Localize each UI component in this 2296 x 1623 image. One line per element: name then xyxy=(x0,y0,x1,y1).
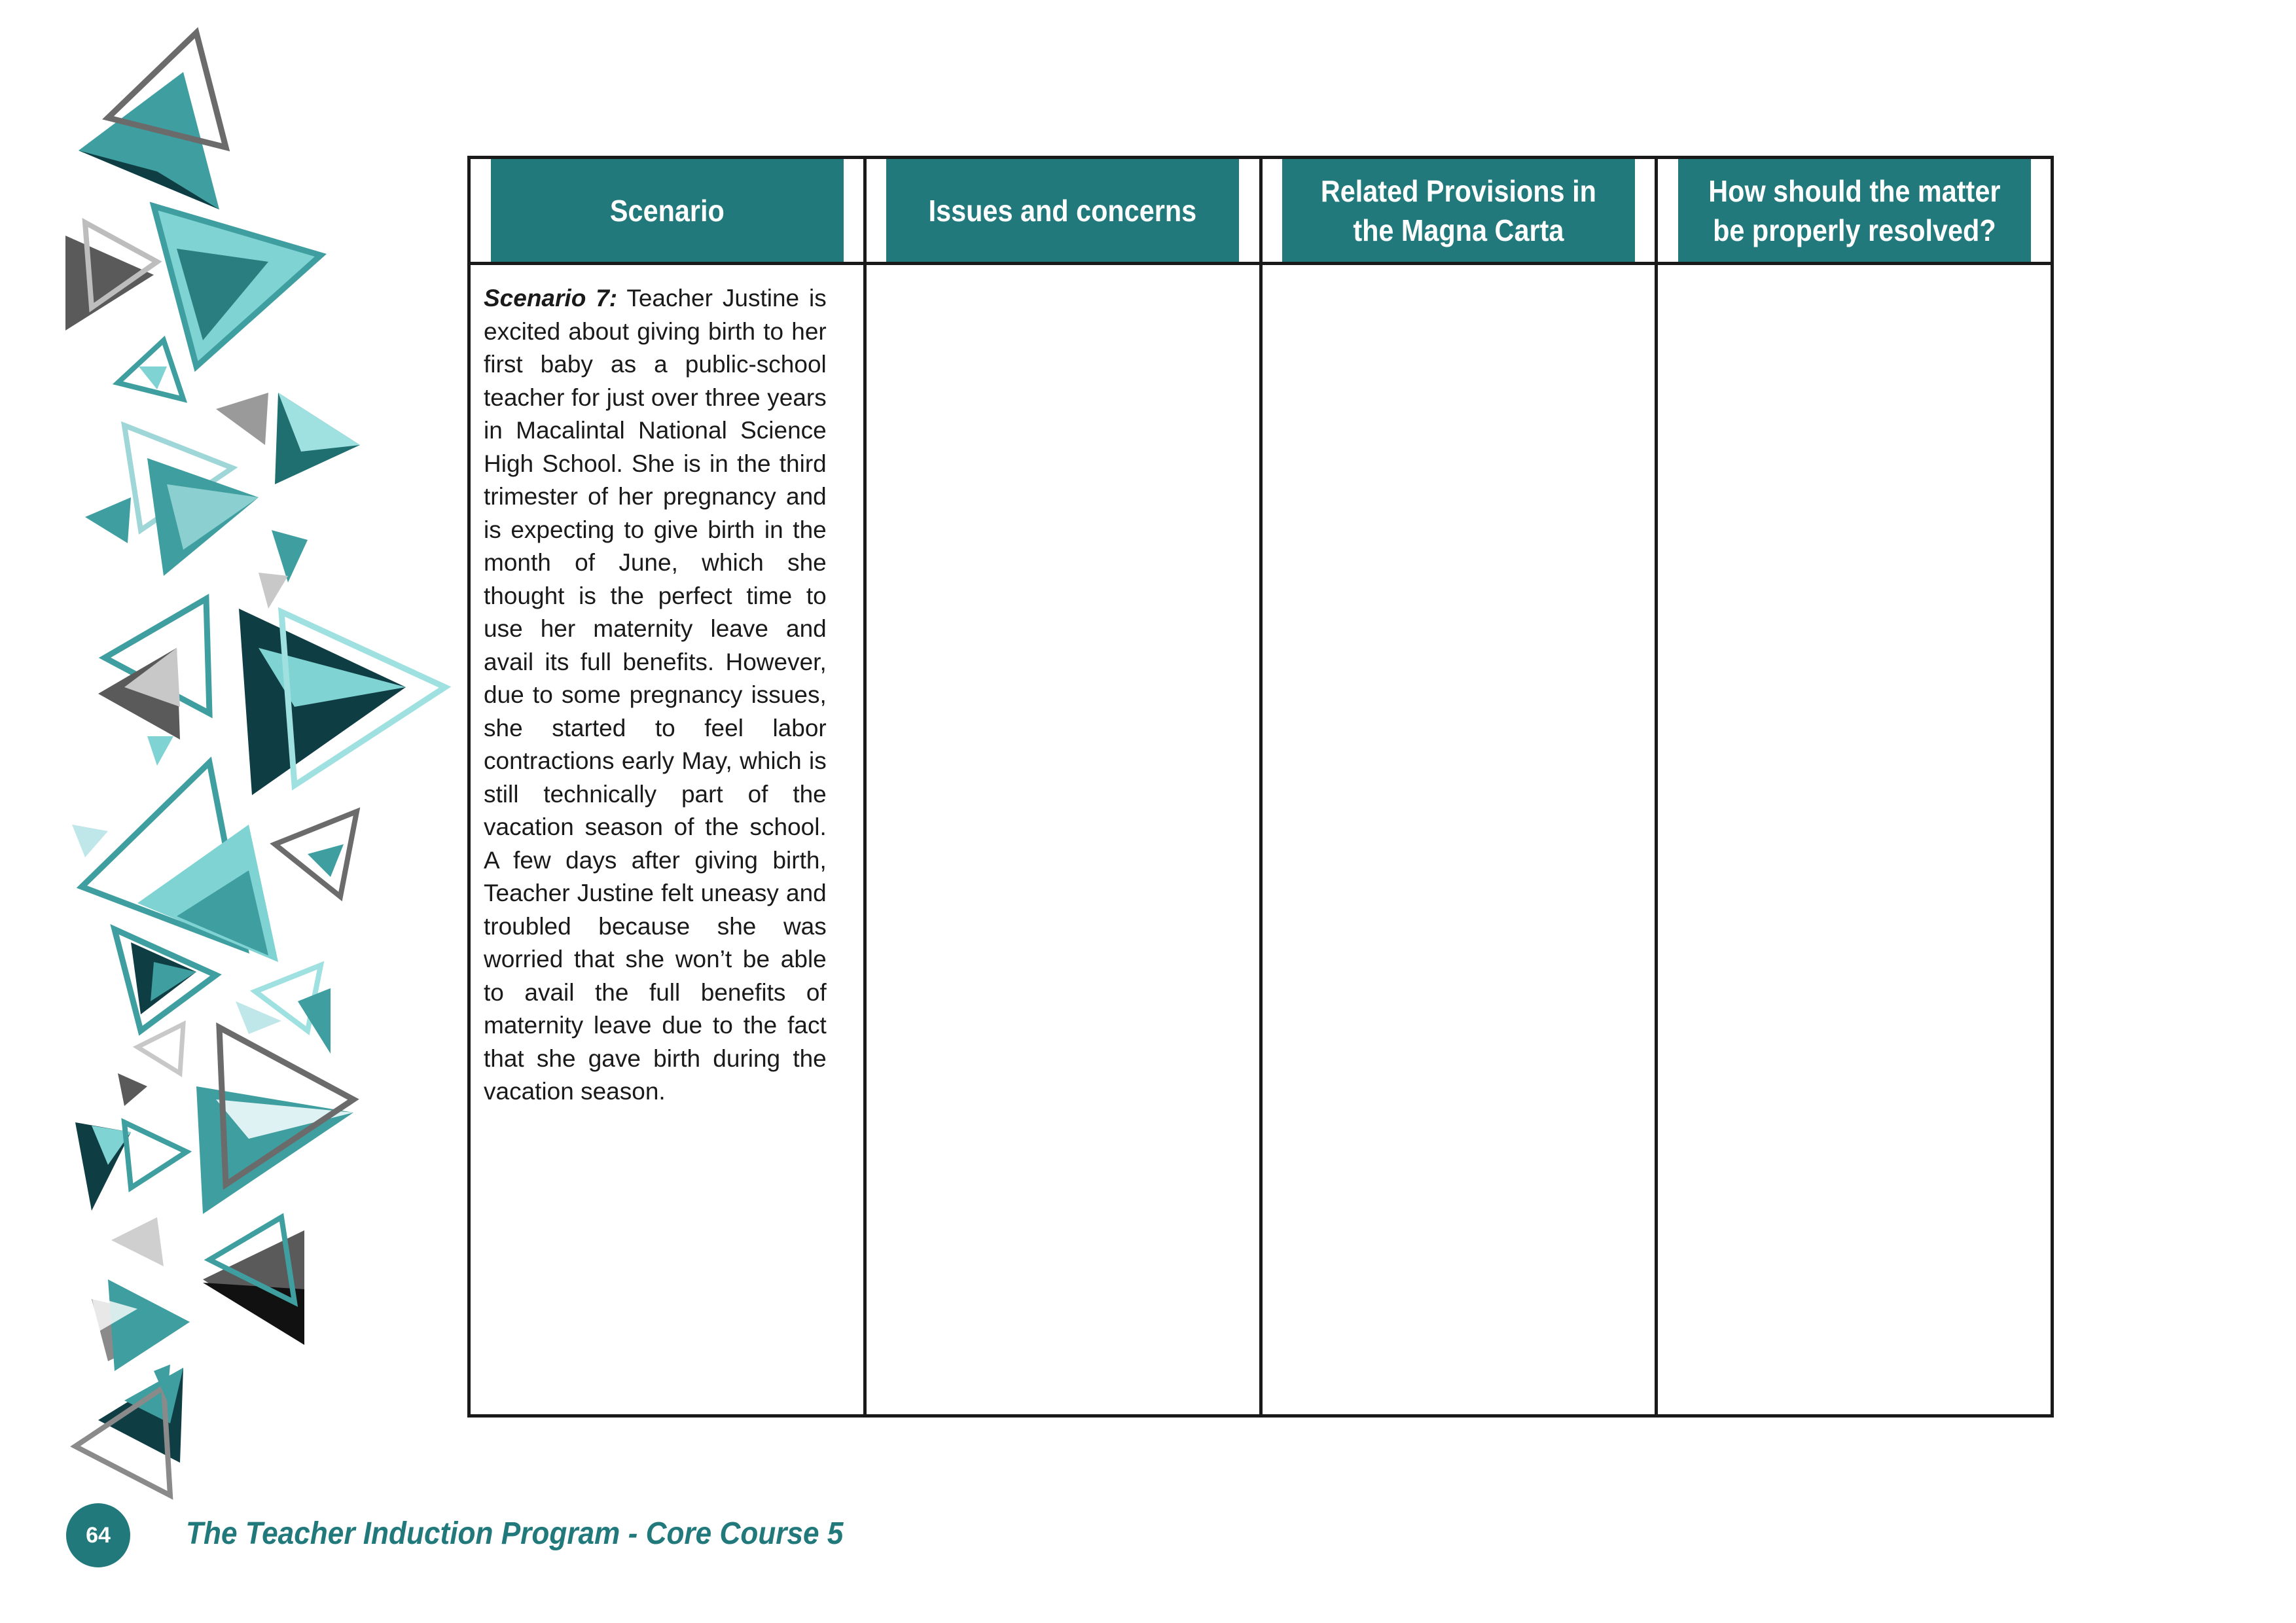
table-header-row xyxy=(469,158,2053,264)
scenario-description xyxy=(471,265,863,1109)
decorative-triangles xyxy=(0,0,471,1544)
triangle-shape xyxy=(203,1283,304,1345)
triangle-shape xyxy=(118,1073,147,1106)
triangle-shape xyxy=(124,1122,187,1188)
triangle-shape xyxy=(72,825,108,857)
footer-title: The Teacher Induction Program - Core Course 5 xyxy=(186,1516,844,1551)
scenario-body: Teacher Justine is excited about giving birth to her first baby as a public-school teacher for just over three years in Macalintal National Science High School. She is in the third trimester of her pregnancy and is expecting to give birth in the month of June, which she thought is the perfect time to use her maternity leave and avail its full benefits. However, due to some pregnancy issues, she started to feel labor contractions early May, which is still technically part of the vacation season of the school. A few days after giving birth, Teacher Justine felt uneasy and troubled because she was worried that she won’t be able to avail the full benefits of maternity leave due to the fact that she gave birth during the vacation season. xyxy=(484,285,827,1105)
header-related-provisions: Related Provisions in the Magna Carta xyxy=(1280,158,1636,264)
provisions-cell[interactable] xyxy=(1261,264,1657,1416)
triangle-shape xyxy=(108,1279,190,1371)
triangle-shape xyxy=(298,988,331,1054)
triangle-shape xyxy=(272,530,308,582)
resolution-cell[interactable] xyxy=(1657,264,2053,1416)
scenario-label: Scenario 7: xyxy=(484,285,618,312)
header-issues-and-concerns: Issues and concerns xyxy=(884,158,1240,264)
triangle-shape xyxy=(259,573,288,609)
triangle-shape xyxy=(85,497,131,543)
header-scenario: Scenario xyxy=(489,158,845,264)
triangle-shape xyxy=(139,366,167,389)
issues-cell[interactable] xyxy=(865,264,1261,1416)
table-row xyxy=(469,264,2053,1416)
triangle-shape xyxy=(111,1217,164,1266)
header-resolution: How should the matter be properly resolved? xyxy=(1676,158,2032,264)
scenario-cell xyxy=(469,264,865,1416)
triangle-shape xyxy=(216,393,268,445)
triangle-shape xyxy=(147,736,173,766)
scenario-worksheet-table xyxy=(467,156,2054,1418)
page-number-badge: 64 xyxy=(66,1503,130,1567)
